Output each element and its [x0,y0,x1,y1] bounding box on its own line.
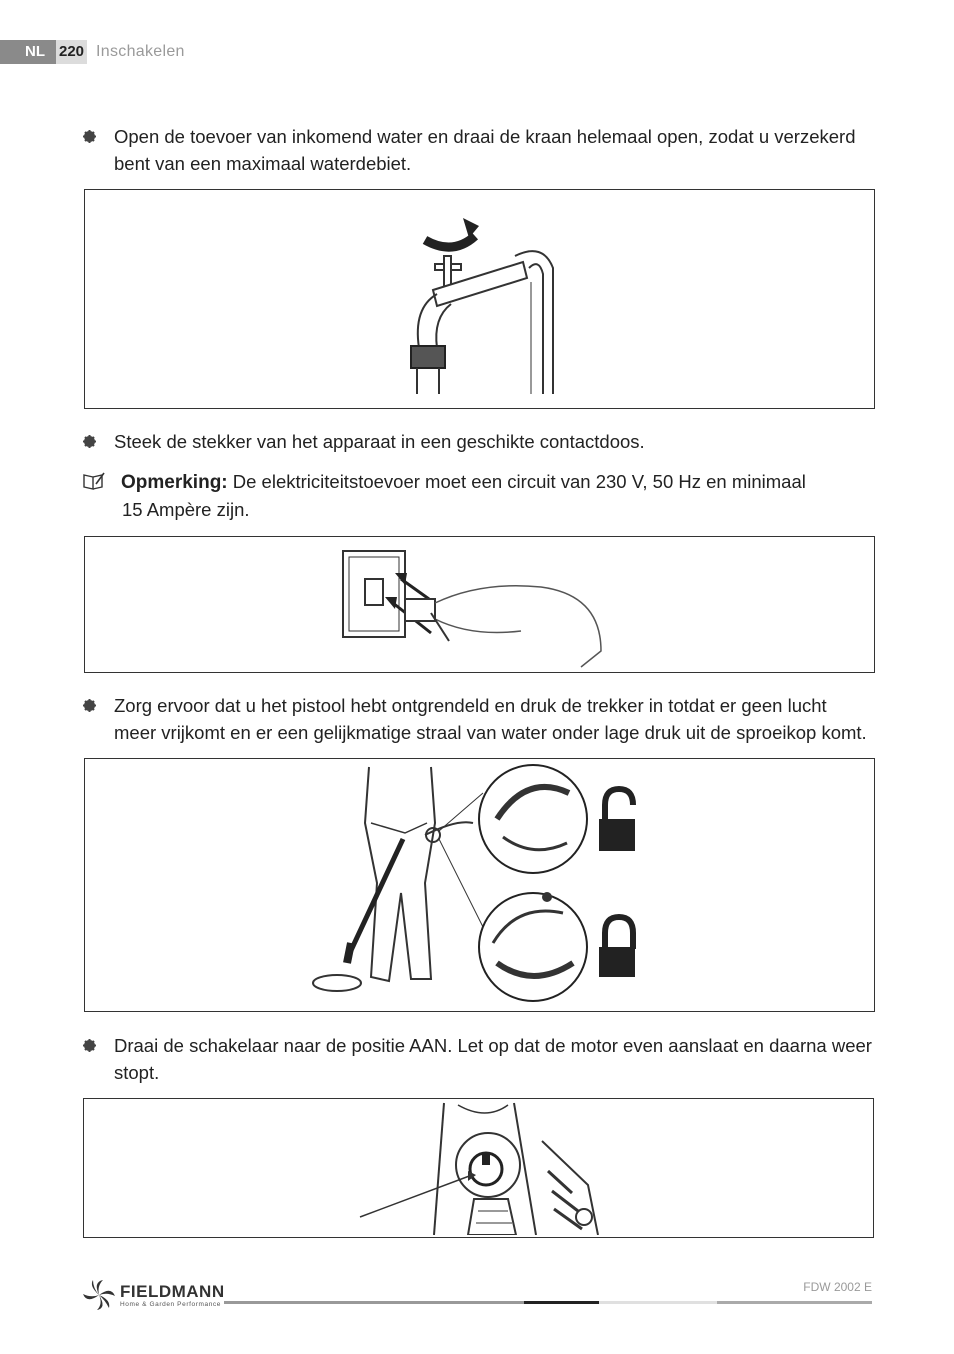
note-line-1 [121,468,873,496]
page-header [0,40,185,64]
footer-rule-3 [599,1301,717,1304]
step-2-text: Steek de stekker van het apparaat in een geschikte contactdoos. [114,431,645,452]
step-2 [83,428,873,455]
switch-illustration [358,1101,602,1235]
faucet-illustration [403,198,563,394]
figure-plug [84,536,875,673]
section-title: Inschakelen [96,43,185,60]
gear-bullet-icon [83,130,96,143]
note-line-2: 15 Ampère zijn. [122,499,250,520]
figure-gun-unlock [84,758,875,1012]
gun-unlock-illustration [307,763,647,1007]
page-number: 220 [56,40,87,64]
gear-bullet-icon [83,699,96,712]
brand-name: FIELDMANN [120,1281,225,1301]
figure-switch [83,1098,874,1238]
figure-faucet [84,189,875,409]
step-3 [83,692,873,746]
gear-bullet-icon [83,1039,96,1052]
model-number: FDW 2002 E [803,1280,872,1294]
open-book-icon [83,472,105,490]
step-1 [83,123,873,177]
brand-tagline: Home & Garden Performance [120,1300,221,1308]
language-tab: NL [0,40,56,64]
step-4-text: Draai de schakelaar naar de positie AAN. Let op dat de motor even aanslaat en daarna weer stopt. [114,1035,872,1083]
footer-rule-2 [524,1301,599,1304]
note [83,468,873,523]
gear-bullet-icon [83,435,96,448]
footer-rule-4 [717,1301,872,1304]
plug-illustration [281,541,621,669]
step-1-text: Open de toevoer van inkomend water en draai de kraan helemaal open, zodat u verzekerd bent van een maximaal waterdebiet. [114,126,856,174]
footer-rule-1 [224,1301,524,1304]
note-title: Opmerking: [121,472,228,493]
step-4 [83,1032,873,1086]
fieldmann-swirl-icon [81,1278,117,1312]
note-text: De elektriciteitstoevoer moet een circuit van 230 V, 50 Hz en minimaal [232,471,806,492]
brand-logo [81,1278,225,1312]
step-3-text: Zorg ervoor dat u het pistool hebt ontgrendeld en druk de trekker in totdat er geen lucht meer vrijkomt en er een gelijkmatige straal van water onder lage druk uit de sproeikop komt. [114,695,867,743]
